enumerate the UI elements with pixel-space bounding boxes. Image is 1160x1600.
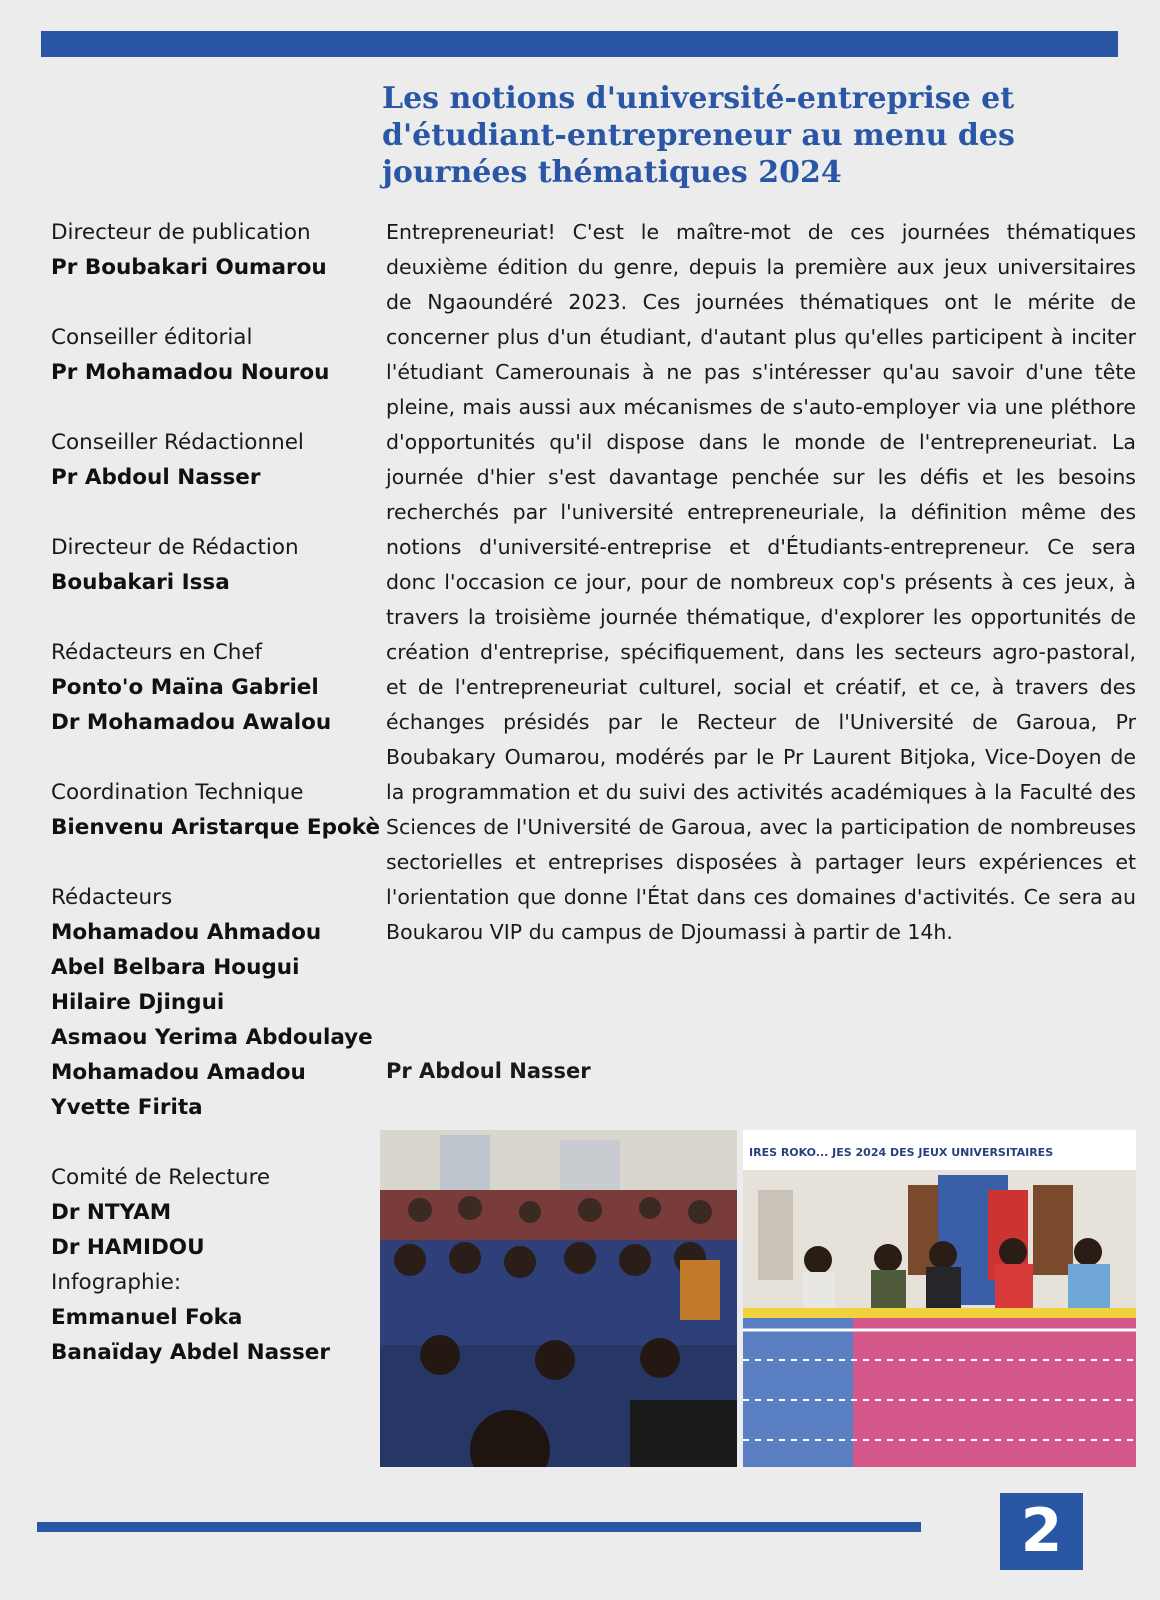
masthead-redacteurs: [51, 880, 371, 1125]
panel-table-illustration: [743, 1130, 1136, 1467]
masthead-relecture: [51, 1160, 371, 1265]
article-body: Entrepreneuriat! C'est le maître-mot de ces journées thématiques deuxième édition du genre, depuis la première aux jeux universitaires de Ngaoundéré 2023. Ces journées thématiques ont le mérite de concerner plus d'un étudiant, d'autant plus qu'elles participent à inciter l'étudiant Camerounais à ne pas s'intéresser qu'au savoir d'une tête pleine, mais aussi aux mécanismes de s'auto-employer via une pléthore d'opportunités qu'il dispose dans le monde de l'entrepreneuriat. La journée d'hier s'est davantage penchée sur les défis et les besoins recherchés par l'université entrepreneuriale, la définition même des notions d'université-entreprise et d'Étudiants-entrepreneur. Ce sera donc l'occasion ce jour, pour de nombreux cop's présents à ces jeux, à travers la troisième journée thématique, d'explorer les opportunités de création d'entreprise, spécifiquement, dans les secteurs agro-pastoral, et de l'entrepreneuriat culturel, social et créatif, et ce, à travers des échanges présidés par le Recteur de l'Université de Garoua, Pr Boubakary Oumarou, modérés par le Pr Laurent Bitjoka, Vice-Doyen de la programmation et du suivi des activités académiques à la Faculté des Sciences de l'Université de Garoua, avec la participation de nombreuses sectorielles et entreprises disposées à partager leurs expériences et l'orientation que donne l'État dans ces domaines d'activités. Ce sera au Boukarou VIP du campus de Djoumassi à partir de 14h.: [386, 220, 1136, 944]
bottom-rule: [37, 1522, 921, 1532]
masthead-redacteurs-chef: [51, 635, 371, 740]
masthead-role: Rédacteurs: [51, 885, 173, 910]
students-audience-illustration: [380, 1130, 737, 1467]
masthead-name: Mohamadou Amadou: [51, 1060, 306, 1085]
masthead-role: Conseiller éditorial: [51, 325, 253, 350]
masthead-infographie: [51, 1265, 371, 1370]
masthead-role: Directeur de Rédaction: [51, 535, 299, 560]
masthead-name: Pr Boubakari Oumarou: [51, 255, 327, 280]
masthead-name: Bienvenu Aristarque Epokè: [51, 815, 381, 840]
masthead-name: Abel Belbara Hougui: [51, 955, 300, 980]
masthead-name: Hilaire Djingui: [51, 990, 225, 1015]
masthead: [51, 215, 381, 1370]
masthead-directeur-redaction: [51, 530, 371, 600]
masthead-conseiller-editorial: [51, 320, 371, 390]
masthead-name: Yvette Firita: [51, 1095, 203, 1120]
masthead-directeur-publication: [51, 215, 371, 285]
masthead-role: Comité de Relecture: [51, 1165, 271, 1190]
masthead-name: Dr Mohamadou Awalou: [51, 710, 332, 735]
article-title: Les notions d'université-entreprise et d'étudiant-entrepreneur au menu des journées thématiques 2024: [382, 81, 1015, 190]
masthead-name: Pr Abdoul Nasser: [51, 465, 261, 490]
photo-students-audience: [380, 1130, 737, 1467]
article-author: Pr Abdoul Nasser: [386, 1059, 591, 1083]
masthead-role: Rédacteurs en Chef: [51, 640, 263, 665]
masthead-name: Mohamadou Ahmadou: [51, 920, 322, 945]
masthead-name: Asmaou Yerima Abdoulaye: [51, 1025, 373, 1050]
masthead-conseiller-redactionnel: [51, 425, 371, 495]
masthead-name: Banaïday Abdel Nasser: [51, 1340, 330, 1365]
top-rule: [41, 31, 1118, 57]
masthead-name: Emmanuel Foka: [51, 1305, 243, 1330]
masthead-name: Boubakari Issa: [51, 570, 230, 595]
masthead-role: Coordination Technique: [51, 780, 304, 805]
masthead-role: Infographie:: [51, 1270, 182, 1295]
page-number: 2: [1000, 1493, 1083, 1570]
masthead-role: Conseiller Rédactionnel: [51, 430, 304, 455]
masthead-name: Dr NTYAM: [51, 1200, 172, 1225]
masthead-name: Pr Mohamadou Nourou: [51, 360, 330, 385]
banner-text: IRES ROKO... JES 2024 DES JEUX UNIVERSITAIRES: [749, 1146, 1054, 1159]
photo-panel-table: [743, 1130, 1136, 1467]
masthead-coordination: [51, 775, 381, 845]
masthead-role: Directeur de publication: [51, 220, 311, 245]
masthead-name: Dr HAMIDOU: [51, 1235, 205, 1260]
masthead-name: Ponto'o Maïna Gabriel: [51, 675, 319, 700]
